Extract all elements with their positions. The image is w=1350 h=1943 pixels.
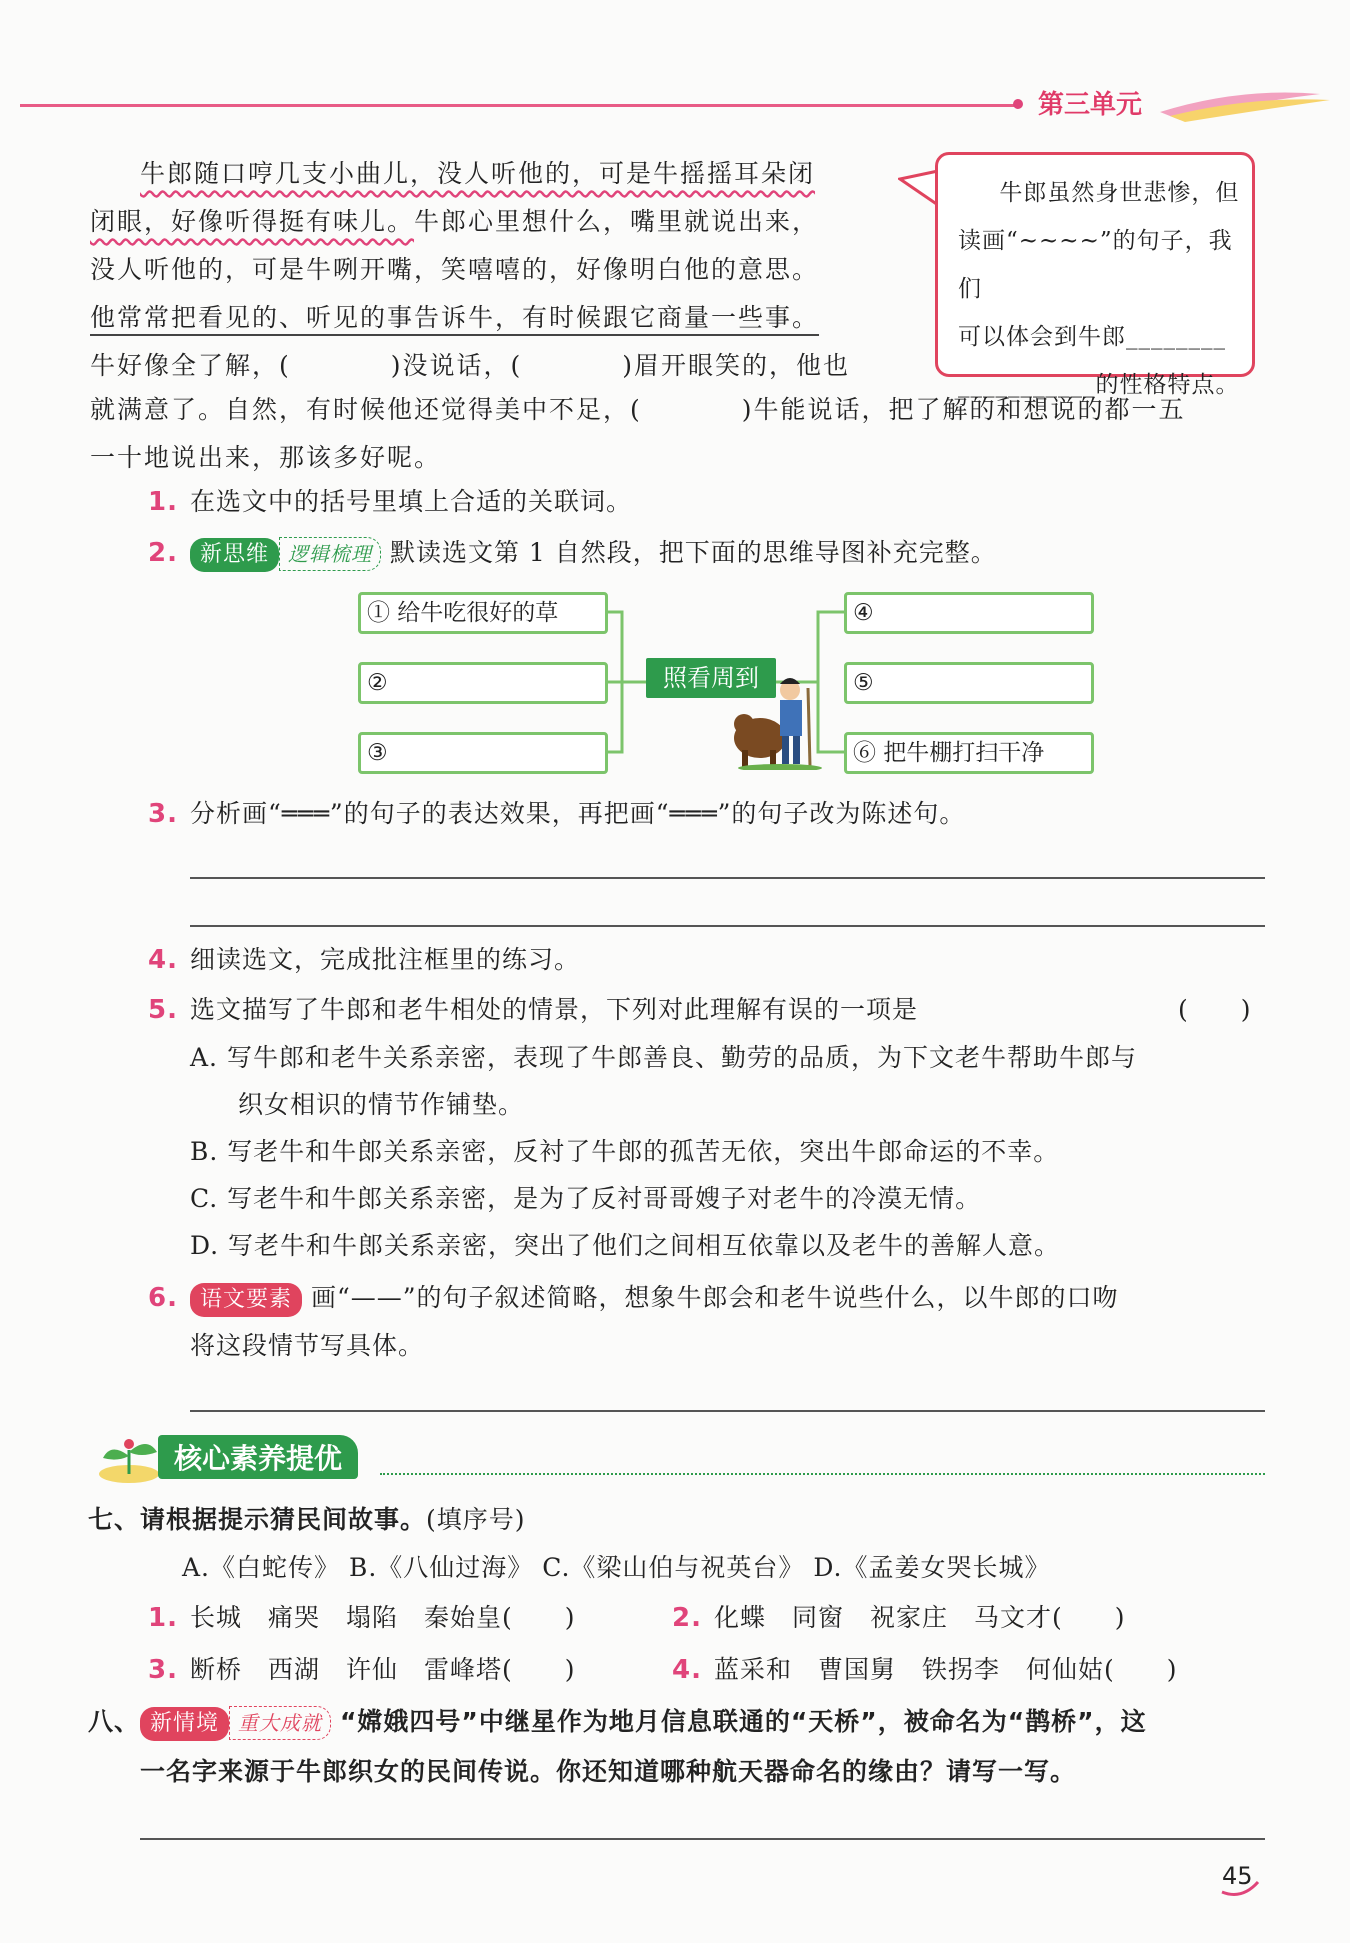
passage-line-4: 他常常把看见的、听见的事告诉牛，有时候跟它商量一些事。 (90, 303, 820, 332)
q5-option-a-line-1: A. 写牛郎和老牛关系亲密，表现了牛郎善良、勤劳的品质，为下文老牛帮助牛郎与 (190, 1043, 1137, 1072)
q7-item-4-text[interactable]: 蓝采和 曹国舅 铁拐李 何仙姑( ) (714, 1655, 1178, 1684)
q2-subtag: 逻辑梳理 (279, 537, 381, 571)
passage-line-5b: )没说话，( (390, 351, 523, 380)
passage-line-6a: 就满意了。自然，有时候他还觉得美中不足，( (90, 395, 642, 424)
q6-text-2: 将这段情节写具体。 (190, 1331, 425, 1360)
q7-item-2-text[interactable]: 化蝶 同窗 祝家庄 马文才( ) (714, 1603, 1126, 1632)
q2-number: 2. (148, 538, 178, 568)
q3-text: 分析画“═══”的句子的表达效果，再把画“═══”的句子改为陈述句。 (190, 799, 966, 828)
question-5 (148, 988, 918, 1032)
q1-number: 1. (148, 487, 178, 517)
q7-item-3-text[interactable]: 断桥 西湖 许仙 雷峰塔( ) (190, 1655, 576, 1684)
q2-tag: 新思维 (190, 538, 279, 572)
q3-answer-line-1[interactable] (190, 877, 1265, 879)
unit-label: 第三单元 (1038, 90, 1143, 120)
mindmap-right-1[interactable]: ④ (844, 592, 1094, 634)
q6-answer-line[interactable] (190, 1410, 1265, 1412)
mindmap-right-3: ⑥ 把牛棚打扫干净 (844, 732, 1094, 774)
q6-number: 6. (148, 1283, 178, 1313)
passage-line-5a: 牛好像全了解，( (90, 351, 291, 380)
q5-text: 选文描写了牛郎和老牛相处的情景，下列对此理解有误的一项是 (190, 995, 919, 1024)
mindmap-left-2[interactable]: ② (358, 662, 608, 704)
question-4 (148, 938, 580, 982)
q7-item-1-number: 1. (148, 1603, 178, 1633)
q5-answer-paren[interactable]: ( ) (1178, 995, 1252, 1024)
q8-subtag: 重大成就 (229, 1706, 331, 1740)
passage-line-7: 一十地说出来，那该多好呢。 (90, 443, 442, 472)
passage-line-1: 牛郎随口哼几支小曲儿，没人听他的，可是牛摇摇耳朵闭 (140, 159, 816, 188)
q5-option-d: D. 写老牛和牛郎关系亲密，突出了他们之间相互依靠以及老牛的善解人意。 (190, 1231, 1061, 1260)
q7-item-4 (672, 1648, 1178, 1692)
mindmap-right-2[interactable]: ⑤ (844, 662, 1094, 704)
q7-item-2-number: 2. (672, 1603, 702, 1633)
q5-number: 5. (148, 995, 178, 1025)
q8-tag: 新情境 (140, 1707, 229, 1741)
q7-heading: 七、请根据提示猜民间故事。 (88, 1505, 427, 1534)
q6-text-1: 画“——”的句子叙述简略，想象牛郎会和老牛说些什么，以牛郎的口吻 (310, 1283, 1119, 1312)
cowherd-with-cow-illustration (730, 668, 830, 770)
mindmap-left-1: ① 给牛吃很好的草 (358, 592, 608, 634)
q8-text-2: 一名字来源于牛郎织女的民间传说。你还知道哪种航天器命名的缘由？请写一写。 (140, 1757, 1077, 1786)
q1-text: 在选文中的括号里填上合适的关联词。 (190, 487, 633, 516)
passage-line-5c: )眉开眼笑的，他也 (622, 351, 851, 380)
q7-item-1 (148, 1596, 576, 1640)
q5-option-a-line-2: 织女相识的情节作铺垫。 (238, 1090, 525, 1119)
q6-tag: 语文要素 (190, 1283, 302, 1317)
question-8 (88, 1700, 1147, 1744)
q7-item-3-number: 3. (148, 1655, 178, 1685)
q7-item-3 (148, 1648, 576, 1692)
question-6 (148, 1276, 1119, 1320)
note-line-2: 读画“~~~~”的句子，我们 (958, 228, 1233, 302)
passage-line-2b: 牛郎心里想什么，嘴里就说出来， (414, 207, 820, 236)
passage-line-3: 没人听他的，可是牛咧开嘴，笑嘻嘻的，好像明白他的意思。 (90, 255, 820, 284)
q7-options: A.《白蛇传》 B.《八仙过海》 C.《梁山伯与祝英台》 D.《孟姜女哭长城》 (182, 1553, 1051, 1582)
q4-number: 4. (148, 945, 178, 975)
passage-line-6b: )牛能说话，把了解的和想说的都一五 (741, 395, 1186, 424)
mindmap-center: 照看周到 (646, 658, 776, 698)
q8-prefix: 八、 (88, 1707, 141, 1736)
section-dotted-rule (380, 1473, 1265, 1475)
note-line-3: 可以体会到牛郎________ (958, 324, 1226, 350)
q7-item-1-text[interactable]: 长城 痛哭 塌陷 秦始皇( ) (190, 1603, 576, 1632)
q2-text: 默读选文第 1 自然段，把下面的思维导图补充完整。 (389, 538, 997, 567)
q8-text-1: “嫦娥四号”中继星作为地月信息联通的“天桥”，被命名为“鹊桥”，这 (339, 1707, 1147, 1736)
q3-answer-line-2[interactable] (190, 925, 1265, 927)
q3-number: 3. (148, 799, 178, 829)
q5-option-b: B. 写老牛和牛郎关系亲密，反衬了牛郎的孤苦无依，突出牛郎命运的不幸。 (190, 1137, 1060, 1166)
q7-heading-note: (填序号) (426, 1505, 526, 1534)
q8-answer-line[interactable] (140, 1838, 1265, 1840)
page-number: 45 (1222, 1862, 1253, 1890)
sprout-icon (95, 1430, 165, 1488)
q7-item-2 (672, 1596, 1126, 1640)
q4-text: 细读选文，完成批注框里的练习。 (190, 945, 581, 974)
q5-option-c: C. 写老牛和牛郎关系亲密，是为了反衬哥哥嫂子对老牛的冷漠无情。 (190, 1184, 982, 1213)
section-title: 核心素养提优 (158, 1435, 358, 1479)
note-line-4: ___________的性格特点。 (958, 372, 1240, 398)
question-7-heading (88, 1498, 526, 1542)
note-line-1: 牛郎虽然身世悲惨，但 (999, 180, 1240, 206)
mindmap-left-3[interactable]: ③ (358, 732, 608, 774)
passage-line-2a: 闭眼，好像听得挺有味儿。 (90, 207, 415, 236)
question-3 (148, 792, 965, 836)
q7-item-4-number: 4. (672, 1655, 702, 1685)
